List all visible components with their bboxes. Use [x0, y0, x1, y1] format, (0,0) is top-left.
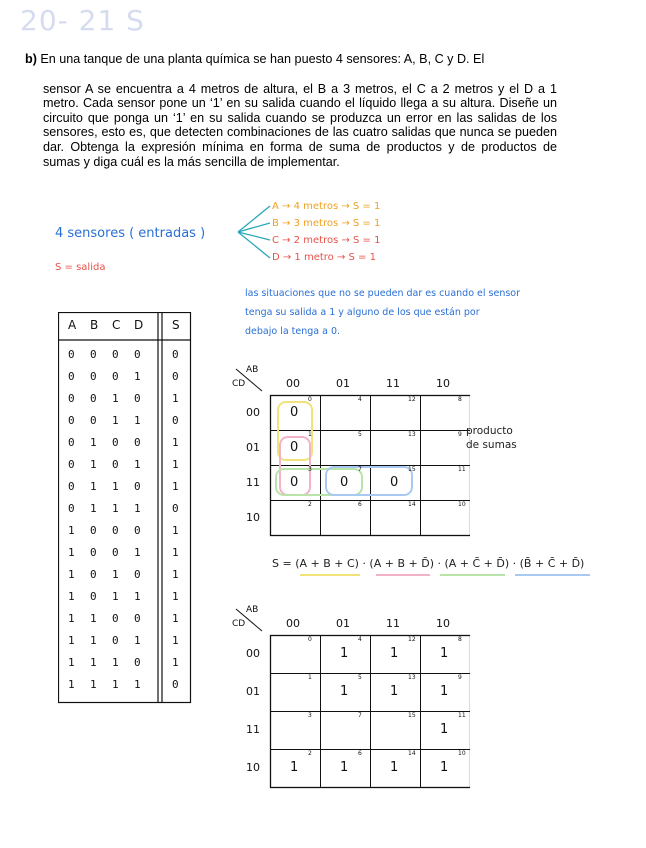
tt-cell: 1 [134, 590, 141, 603]
k2-cell-value: 1 [440, 760, 449, 775]
tt-cell: 1 [172, 392, 179, 405]
tt-cell: 0 [172, 678, 179, 691]
table-row [58, 480, 191, 500]
tt-cell: 0 [112, 370, 119, 383]
tt-header-b: B [90, 318, 99, 332]
pos-label-2: de sumas [466, 439, 517, 451]
tt-cell: 0 [68, 392, 75, 405]
tt-cell: 1 [134, 678, 141, 691]
expression-underlines [300, 573, 600, 579]
tt-cell: 1 [90, 656, 97, 669]
k2-cell-index: 1 [308, 674, 312, 681]
k1-cell-index: 11 [458, 466, 466, 473]
k2-cell-index: 9 [458, 674, 462, 681]
tt-cell: 0 [68, 370, 75, 383]
k1-cell-value: 0 [290, 404, 299, 420]
table-row [58, 656, 191, 676]
tt-cell: 0 [68, 414, 75, 427]
tt-cell: 1 [68, 524, 75, 537]
k1-row-label: 11 [246, 475, 260, 489]
tt-cell: 1 [112, 656, 119, 669]
k2-cell-index: 13 [408, 674, 416, 681]
table-row [58, 392, 191, 412]
tt-cell: 0 [112, 348, 119, 361]
question-body: sensor A se encuentra a 4 metros de altura, el B a 3 metros, el C a 2 metros y el D a 1 metro. Cada sensor pone un ‘1’ en su salida cuando el líquido llega a su altura. Diseñe un circuito que ponga un ‘1’ en su salida cuando se produzca un error en las salidas de los sensores, esto es, que detecten combinaciones de las cuatro salidas que nunca se pueden dar. Obtenga la expresión mínima en forma de suma de productos y de productos de sumas y diga cuál es la más sencilla de implementar. [43, 81, 557, 169]
tt-cell: 1 [68, 546, 75, 559]
kmap-1-corner-left: CD [232, 379, 246, 389]
k2-cell-index: 14 [408, 750, 416, 757]
kmap-2-corner-top: AB [246, 605, 259, 615]
kmap-1-corner-top: AB [246, 365, 259, 375]
question-line1: En una tanque de una planta química se han puesto 4 sensores: A, B, C y D. El [40, 52, 485, 66]
k1-cell-index: 12 [408, 396, 416, 403]
k1-cell-index: 14 [408, 501, 416, 508]
tt-cell: 1 [90, 634, 97, 647]
k1-cell-index: 6 [358, 501, 362, 508]
tt-header-s: S [172, 318, 180, 332]
tt-header-a: A [68, 318, 77, 332]
tt-cell: 1 [90, 436, 97, 449]
tt-cell: 1 [90, 612, 97, 625]
tt-cell: 0 [68, 502, 75, 515]
question-text [25, 52, 557, 169]
situations-line-2: tenga su salida a 1 y alguno de los que están por [245, 307, 480, 318]
k2-cell-index: 11 [458, 712, 466, 719]
sensor-line-b: B → 3 metros → S = 1 [272, 218, 381, 229]
tt-cell: 0 [90, 392, 97, 405]
tt-cell: 1 [90, 678, 97, 691]
table-row [58, 678, 191, 698]
tt-cell: 1 [112, 480, 119, 493]
kmap-2-grid [230, 605, 470, 790]
tt-cell: 0 [112, 458, 119, 471]
tt-cell: 1 [134, 458, 141, 471]
table-row [58, 502, 191, 522]
table-row [58, 634, 191, 654]
tt-cell: 1 [68, 678, 75, 691]
tt-cell: 0 [172, 502, 179, 515]
tt-cell: 0 [112, 612, 119, 625]
sensor-line-c: C → 2 metros → S = 1 [272, 235, 381, 246]
tt-cell: 1 [172, 656, 179, 669]
k1-col-label: 01 [336, 377, 350, 390]
k1-col-label: 11 [386, 377, 400, 390]
tt-cell: 1 [134, 370, 141, 383]
k1-row-label: 10 [246, 510, 260, 524]
k2-cell-value: 1 [390, 760, 399, 775]
tt-cell: 0 [172, 370, 179, 383]
k2-cell-value: 1 [290, 760, 299, 775]
tt-cell: 1 [172, 524, 179, 537]
tt-cell: 0 [134, 480, 141, 493]
tt-cell: 0 [172, 348, 179, 361]
k2-row-label: 11 [246, 723, 260, 736]
k2-cell-value: 1 [390, 684, 399, 699]
k2-cell-index: 8 [458, 636, 462, 643]
tt-cell: 1 [172, 546, 179, 559]
tt-cell: 0 [112, 436, 119, 449]
tt-cell: 1 [68, 656, 75, 669]
tt-cell: 0 [134, 656, 141, 669]
tt-cell: 1 [172, 436, 179, 449]
k1-col-label: 00 [286, 377, 300, 390]
k2-cell-index: 4 [358, 636, 362, 643]
k2-cell-index: 0 [308, 636, 312, 643]
k1-cell-value: 0 [290, 439, 299, 455]
tt-cell: 0 [134, 524, 141, 537]
k2-col-label: 00 [286, 617, 300, 630]
k2-cell-value: 1 [340, 646, 349, 661]
pos-expression: S = (A + B + C) · (A + B + D̄) · (A + C̄ + D̄) · (B̄ + C̄ + D̄) [272, 557, 585, 570]
tt-cell: 0 [90, 370, 97, 383]
sensor-bracket [236, 198, 276, 268]
tt-cell: 0 [90, 568, 97, 581]
kmap-2-corner-left: CD [232, 619, 246, 629]
kmap-1-grid [230, 365, 470, 545]
k1-col-label: 10 [436, 377, 450, 390]
sensor-line-a: A → 4 metros → S = 1 [272, 201, 381, 212]
group-lightblue [326, 467, 412, 495]
tt-cell: 1 [134, 546, 141, 559]
tt-cell: 0 [90, 524, 97, 537]
tt-cell: 1 [172, 458, 179, 471]
situations-line-1: las situaciones que no se pueden dar es cuando el sensor [245, 288, 521, 299]
situations-line-3: debajo la tenga a 0. [245, 326, 341, 337]
k1-cell-index: 3 [308, 466, 312, 473]
k1-cell-index: 8 [458, 396, 462, 403]
tt-cell: 1 [68, 590, 75, 603]
tt-cell: 0 [112, 546, 119, 559]
k2-cell-index: 12 [408, 636, 416, 643]
tt-cell: 1 [172, 612, 179, 625]
k1-cell-index: 2 [308, 501, 312, 508]
tt-cell: 1 [90, 458, 97, 471]
tt-cell: 1 [134, 414, 141, 427]
k2-row-label: 10 [246, 761, 260, 774]
tt-cell: 0 [90, 414, 97, 427]
tt-cell: 1 [112, 590, 119, 603]
k1-cell-index: 5 [358, 431, 362, 438]
k2-cell-index: 5 [358, 674, 362, 681]
tt-cell: 1 [172, 568, 179, 581]
tt-cell: 1 [172, 590, 179, 603]
tt-cell: 0 [134, 436, 141, 449]
kmap-1 [230, 365, 470, 545]
tt-cell: 0 [90, 546, 97, 559]
tt-cell: 0 [68, 348, 75, 361]
tt-cell: 0 [90, 348, 97, 361]
tt-header-c: C [112, 318, 121, 332]
salida-label: S = salida [55, 262, 106, 273]
k2-cell-value: 1 [440, 646, 449, 661]
k1-cell-index: 10 [458, 501, 466, 508]
table-row [58, 348, 191, 368]
table-row [58, 568, 191, 588]
table-row [58, 414, 191, 434]
sensor-line-d: D → 1 metro → S = 1 [272, 252, 376, 263]
k2-cell-index: 7 [358, 712, 362, 719]
table-row [58, 370, 191, 390]
tt-cell: 0 [68, 436, 75, 449]
table-row [58, 524, 191, 544]
tt-cell: 1 [90, 480, 97, 493]
table-row [58, 546, 191, 566]
k1-cell-index: 7 [358, 466, 362, 473]
tt-cell: 1 [68, 612, 75, 625]
k1-cell-index: 4 [358, 396, 362, 403]
k2-cell-index: 10 [458, 750, 466, 757]
k1-row-label: 00 [246, 405, 260, 419]
table-row [58, 612, 191, 632]
pos-label-1: producto [466, 425, 513, 437]
k2-cell-index: 15 [408, 712, 416, 719]
k2-cell-value: 1 [390, 646, 399, 661]
k2-col-label: 11 [386, 617, 400, 630]
tt-cell: 1 [172, 480, 179, 493]
tt-cell: 0 [68, 480, 75, 493]
tt-cell: 0 [134, 612, 141, 625]
k2-row-label: 01 [246, 685, 260, 698]
tt-cell: 1 [68, 634, 75, 647]
question-label: b) [25, 52, 37, 66]
k2-cell-value: 1 [440, 722, 449, 737]
table-row [58, 458, 191, 478]
k2-cell-value: 1 [440, 684, 449, 699]
table-row [58, 590, 191, 610]
tt-cell: 1 [112, 414, 119, 427]
k1-row-label: 01 [246, 440, 260, 454]
group-green [276, 469, 362, 495]
k1-cell-value: 0 [390, 474, 399, 490]
tt-cell: 1 [112, 568, 119, 581]
table-row [58, 436, 191, 456]
kmap-2 [230, 605, 470, 790]
k2-col-label: 10 [436, 617, 450, 630]
tt-cell: 1 [112, 392, 119, 405]
k1-cell-index: 0 [308, 396, 312, 403]
tt-cell: 0 [112, 634, 119, 647]
k1-cell-index: 9 [458, 431, 462, 438]
k1-cell-index: 15 [408, 466, 416, 473]
tt-cell: 0 [134, 348, 141, 361]
sensors-label: 4 sensores ( entradas ) [55, 226, 206, 241]
k2-cell-index: 3 [308, 712, 312, 719]
tt-header-d: D [134, 318, 144, 332]
tt-cell: 0 [90, 590, 97, 603]
k2-cell-index: 2 [308, 750, 312, 757]
tt-cell: 0 [134, 568, 141, 581]
tt-cell: 1 [134, 502, 141, 515]
k2-cell-value: 1 [340, 760, 349, 775]
year-note: 20- 21 S [20, 4, 145, 37]
k1-cell-value: 0 [290, 474, 299, 490]
tt-cell: 1 [172, 634, 179, 647]
tt-cell: 0 [68, 458, 75, 471]
tt-cell: 0 [172, 414, 179, 427]
k1-cell-index: 13 [408, 431, 416, 438]
k2-cell-index: 6 [358, 750, 362, 757]
tt-cell: 1 [112, 678, 119, 691]
k1-cell-index: 1 [308, 431, 312, 438]
k2-col-label: 01 [336, 617, 350, 630]
tt-cell: 1 [134, 634, 141, 647]
tt-cell: 0 [134, 392, 141, 405]
k1-cell-value: 0 [340, 474, 349, 490]
tt-cell: 0 [112, 524, 119, 537]
k2-cell-value: 1 [340, 684, 349, 699]
tt-cell: 1 [68, 568, 75, 581]
tt-cell: 1 [112, 502, 119, 515]
tt-cell: 1 [90, 502, 97, 515]
k2-row-label: 00 [246, 647, 260, 660]
